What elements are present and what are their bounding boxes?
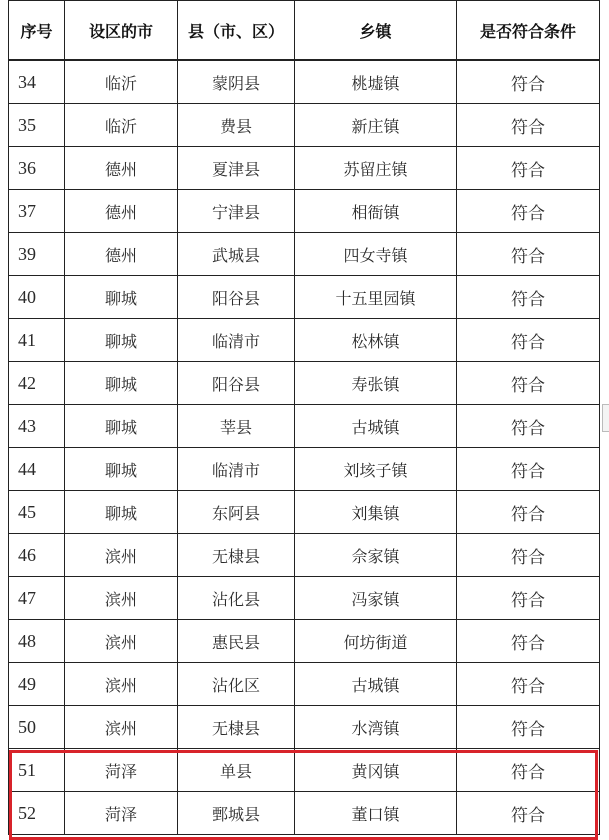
table-row: [9, 534, 600, 577]
cell-eligibility: 符合: [457, 233, 600, 276]
cell-eligibility: 符合: [457, 60, 600, 104]
table-row: [9, 104, 600, 147]
cell-serial-number: 42: [9, 362, 65, 405]
cell-county: 武城县: [178, 233, 295, 276]
cell-town: 古城镇: [295, 663, 457, 706]
table-row: [9, 60, 600, 104]
header-row: [9, 1, 600, 61]
cell-eligibility: 符合: [457, 663, 600, 706]
cell-serial-number: 52: [9, 792, 65, 835]
cell-eligibility: 符合: [457, 534, 600, 577]
cell-town: 何坊街道: [295, 620, 457, 663]
cell-town: 佘家镇: [295, 534, 457, 577]
cell-county: 夏津县: [178, 147, 295, 190]
cell-county: 莘县: [178, 405, 295, 448]
table-row: [9, 792, 600, 835]
cell-serial-number: 39: [9, 233, 65, 276]
cell-eligibility: 符合: [457, 749, 600, 792]
cell-city: 聊城: [65, 276, 178, 319]
cell-town: 苏留庄镇: [295, 147, 457, 190]
cell-serial-number: 47: [9, 577, 65, 620]
table-row: [9, 233, 600, 276]
cell-eligibility: 符合: [457, 104, 600, 147]
cell-town: 水湾镇: [295, 706, 457, 749]
cell-county: 惠民县: [178, 620, 295, 663]
cell-city: 菏泽: [65, 749, 178, 792]
cell-eligibility: 符合: [457, 276, 600, 319]
cell-county: 阳谷县: [178, 276, 295, 319]
cell-town: 寿张镇: [295, 362, 457, 405]
cell-city: 滨州: [65, 706, 178, 749]
cell-county: 沾化县: [178, 577, 295, 620]
table-row: [9, 749, 600, 792]
page-edge-marker: [602, 404, 609, 432]
header-eligibility: 是否符合条件: [457, 1, 600, 61]
cell-city: 滨州: [65, 663, 178, 706]
cell-serial-number: 35: [9, 104, 65, 147]
cell-eligibility: 符合: [457, 405, 600, 448]
table-row: [9, 319, 600, 362]
cell-eligibility: 符合: [457, 448, 600, 491]
cell-city: 聊城: [65, 491, 178, 534]
cell-eligibility: 符合: [457, 147, 600, 190]
cell-town: 松林镇: [295, 319, 457, 362]
cell-town: 冯家镇: [295, 577, 457, 620]
cell-city: 滨州: [65, 534, 178, 577]
header-town: 乡镇: [295, 1, 457, 61]
cell-city: 德州: [65, 147, 178, 190]
table-row: [9, 663, 600, 706]
cell-county: 沾化区: [178, 663, 295, 706]
cell-serial-number: 50: [9, 706, 65, 749]
cell-town: 董口镇: [295, 792, 457, 835]
cell-county: 鄄城县: [178, 792, 295, 835]
cell-town: 桃墟镇: [295, 60, 457, 104]
cell-town: 新庄镇: [295, 104, 457, 147]
cell-county: 无棣县: [178, 706, 295, 749]
table-row: [9, 577, 600, 620]
cell-town: 刘集镇: [295, 491, 457, 534]
cell-serial-number: 44: [9, 448, 65, 491]
cell-serial-number: 37: [9, 190, 65, 233]
cell-county: 宁津县: [178, 190, 295, 233]
cell-eligibility: 符合: [457, 620, 600, 663]
cell-county: 无棣县: [178, 534, 295, 577]
cell-county: 临清市: [178, 319, 295, 362]
cell-town: 四女寺镇: [295, 233, 457, 276]
table-row: [9, 362, 600, 405]
cell-eligibility: 符合: [457, 577, 600, 620]
cell-city: 聊城: [65, 319, 178, 362]
cell-eligibility: 符合: [457, 362, 600, 405]
table-row: [9, 620, 600, 663]
cell-serial-number: 46: [9, 534, 65, 577]
cell-city: 临沂: [65, 104, 178, 147]
table-row: [9, 405, 600, 448]
cell-county: 阳谷县: [178, 362, 295, 405]
town-eligibility-table: [8, 0, 600, 835]
cell-city: 临沂: [65, 60, 178, 104]
cell-serial-number: 45: [9, 491, 65, 534]
cell-town: 刘垓子镇: [295, 448, 457, 491]
cell-serial-number: 40: [9, 276, 65, 319]
table-row: [9, 147, 600, 190]
header-county: 县（市、区）: [178, 1, 295, 61]
cell-town: 黄冈镇: [295, 749, 457, 792]
cell-serial-number: 41: [9, 319, 65, 362]
cell-county: 临清市: [178, 448, 295, 491]
table-row: [9, 276, 600, 319]
table-row: [9, 706, 600, 749]
cell-serial-number: 48: [9, 620, 65, 663]
cell-city: 聊城: [65, 448, 178, 491]
cell-eligibility: 符合: [457, 706, 600, 749]
cell-city: 菏泽: [65, 792, 178, 835]
cell-county: 蒙阴县: [178, 60, 295, 104]
table-body: [9, 60, 600, 835]
table-row: [9, 190, 600, 233]
cell-serial-number: 43: [9, 405, 65, 448]
cell-serial-number: 51: [9, 749, 65, 792]
cell-town: 十五里园镇: [295, 276, 457, 319]
cell-city: 德州: [65, 233, 178, 276]
cell-city: 德州: [65, 190, 178, 233]
cell-serial-number: 34: [9, 60, 65, 104]
header-serial-number: 序号: [9, 1, 65, 61]
cell-city: 聊城: [65, 405, 178, 448]
cell-eligibility: 符合: [457, 319, 600, 362]
cell-city: 滨州: [65, 620, 178, 663]
table-row: [9, 491, 600, 534]
cell-eligibility: 符合: [457, 491, 600, 534]
cell-eligibility: 符合: [457, 190, 600, 233]
cell-county: 东阿县: [178, 491, 295, 534]
cell-town: 古城镇: [295, 405, 457, 448]
cell-serial-number: 49: [9, 663, 65, 706]
cell-county: 单县: [178, 749, 295, 792]
cell-eligibility: 符合: [457, 792, 600, 835]
table-header: [9, 1, 600, 61]
cell-serial-number: 36: [9, 147, 65, 190]
header-city: 设区的市: [65, 1, 178, 61]
table-row: [9, 448, 600, 491]
cell-city: 滨州: [65, 577, 178, 620]
cell-county: 费县: [178, 104, 295, 147]
cell-city: 聊城: [65, 362, 178, 405]
cell-town: 相衙镇: [295, 190, 457, 233]
